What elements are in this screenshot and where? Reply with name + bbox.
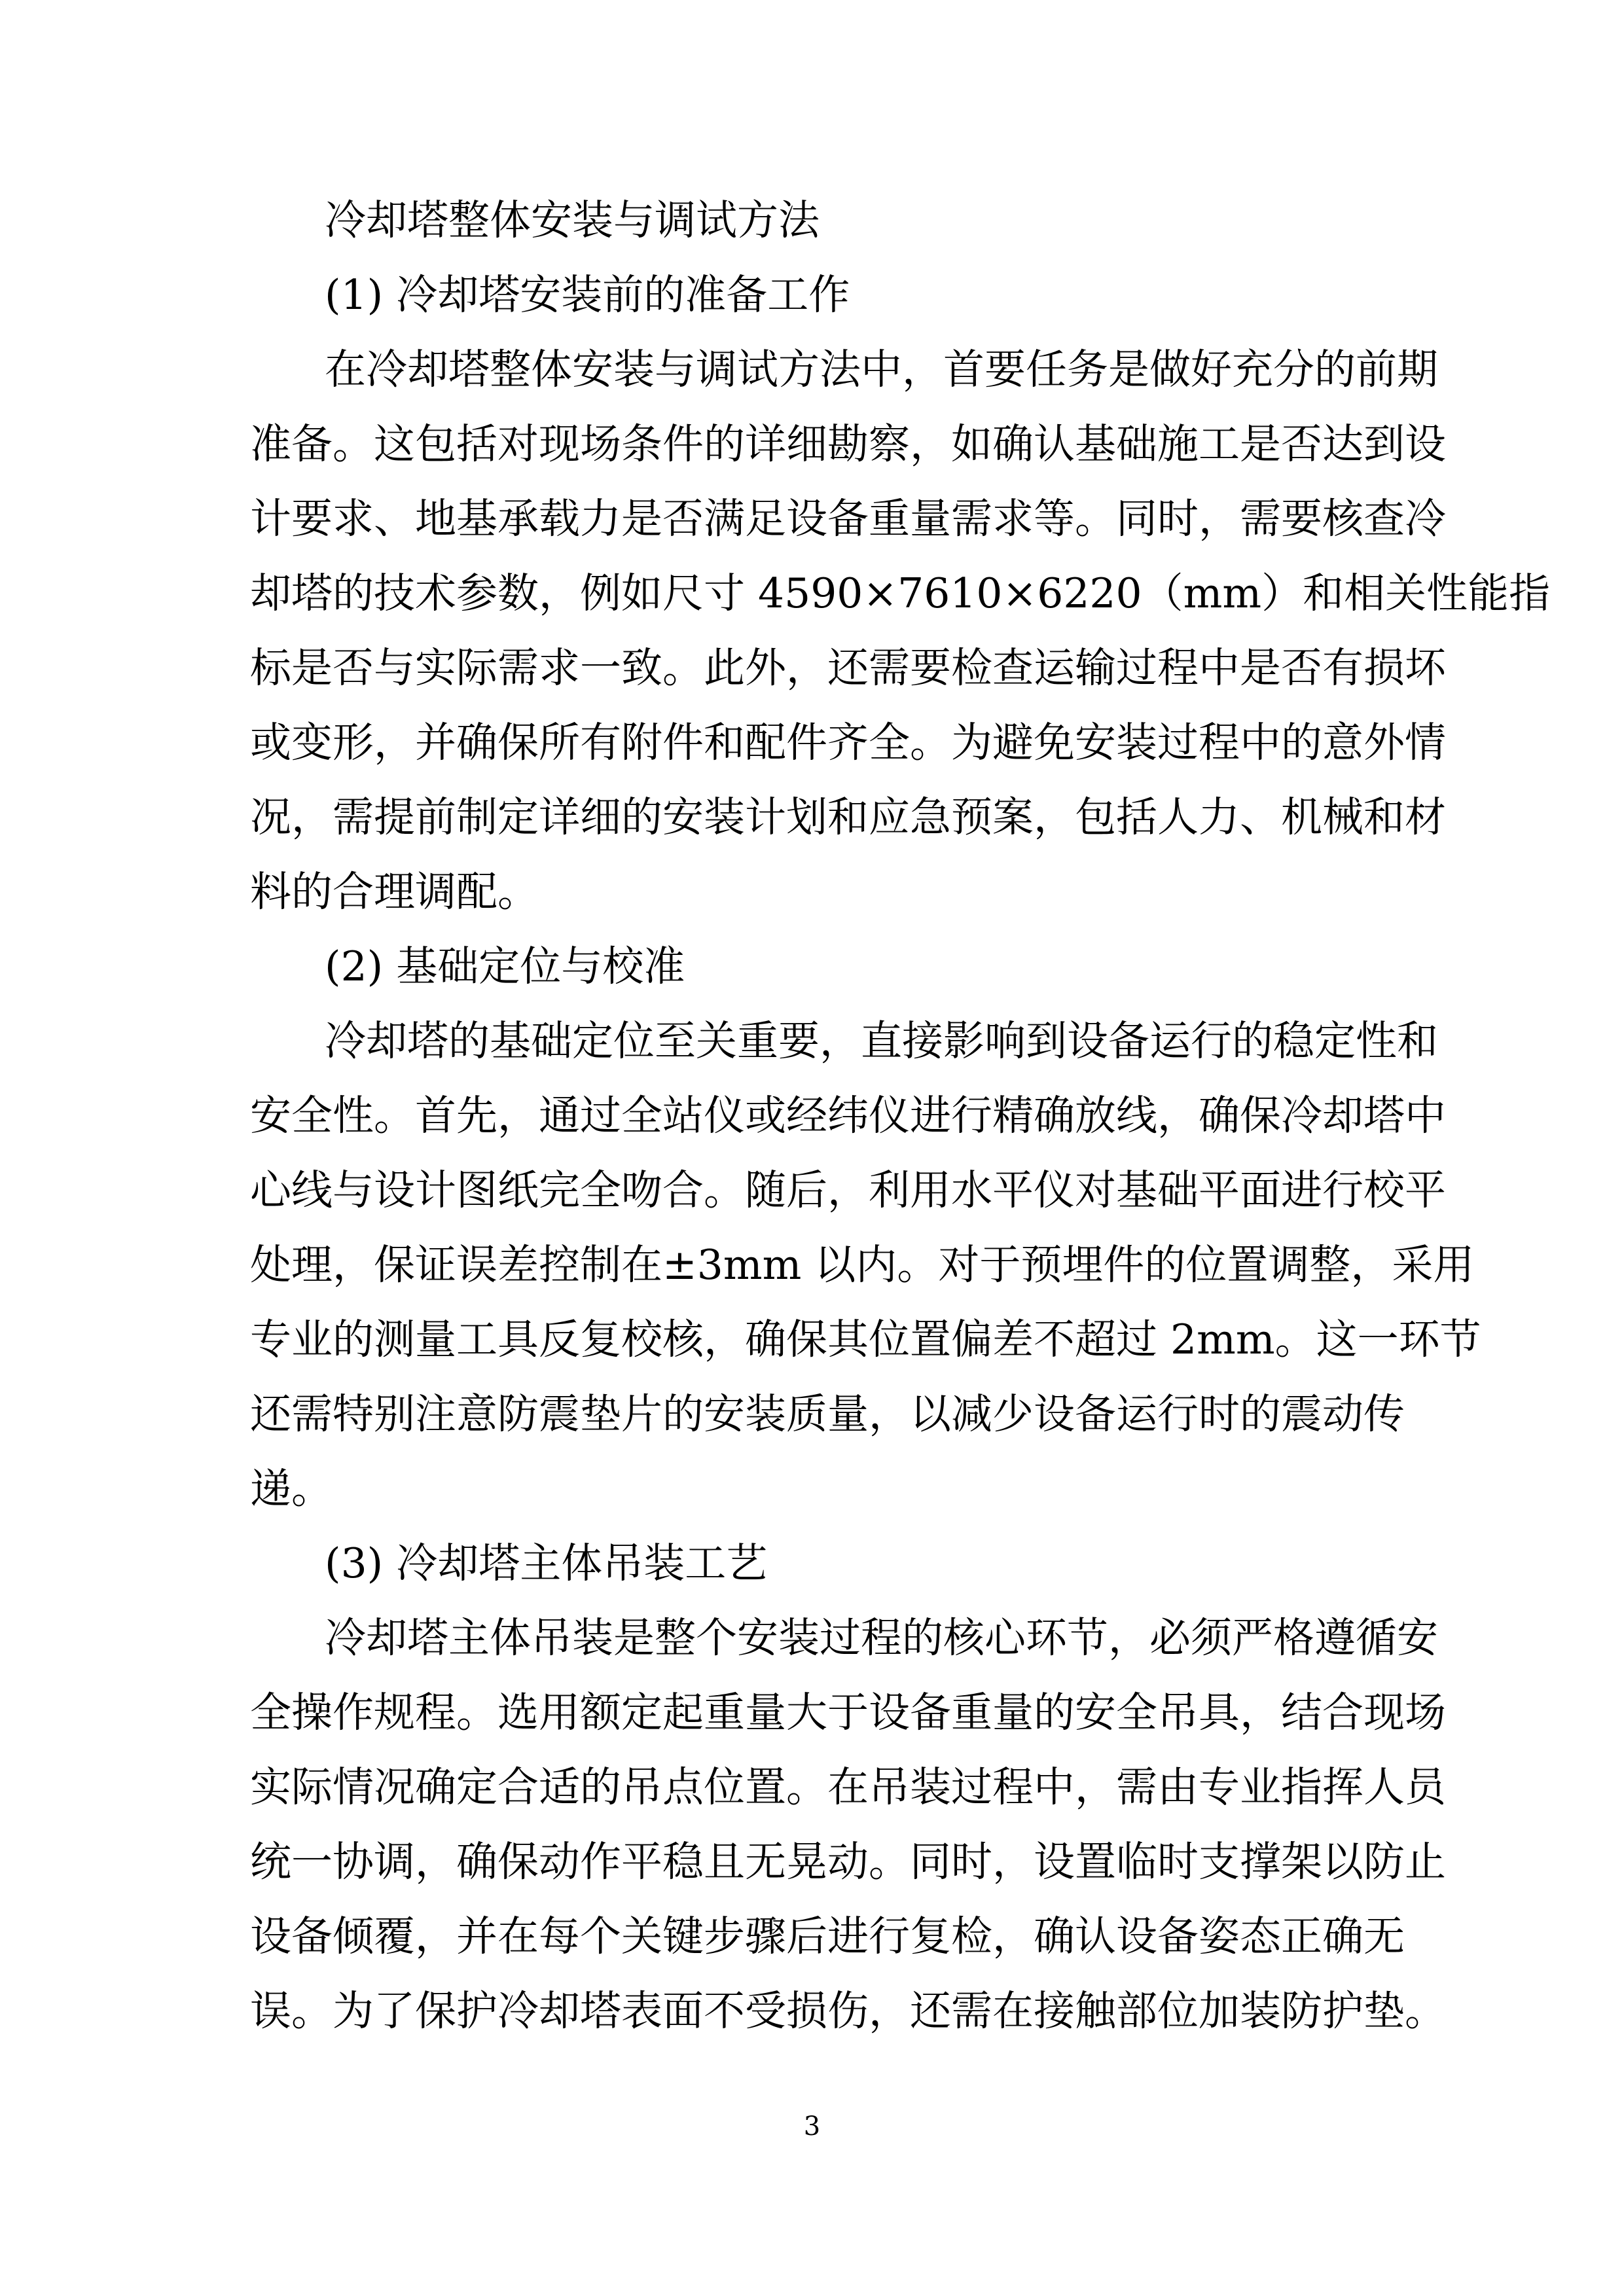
paragraph-line: 全操作规程。选用额定起重量大于设备重量的安全吊具，结合现场 xyxy=(250,1689,1446,1736)
document-title: 冷却塔整体安装与调试方法 xyxy=(325,196,820,244)
document-body xyxy=(250,183,1551,2049)
paragraph-line: 计要求、地基承载力是否满足设备重量需求等。同时，需要核查冷 xyxy=(250,495,1446,543)
paragraph-line: 统一协调，确保动作平稳且无晃动。同时，设置临时支撑架以防止 xyxy=(250,1838,1446,1886)
section-2-paragraph xyxy=(250,1004,1481,1526)
paragraph-line: 安全性。首先，通过全站仪或经纬仪进行精确放线，确保冷却塔中 xyxy=(250,1092,1446,1139)
paragraph-line: 料的合理调配。 xyxy=(250,868,539,916)
paragraph-line: 心线与设计图纸完全吻合。随后，利用水平仪对基础平面进行校平 xyxy=(250,1166,1446,1214)
paragraph-line: 设备倾覆，并在每个关键步骤后进行复检，确认设备姿态正确无 xyxy=(250,1912,1405,1960)
section-heading-3: (3) 冷却塔主体吊装工艺 xyxy=(325,1539,768,1587)
section-1-paragraph xyxy=(250,332,1551,929)
paragraph-line: 标是否与实际需求一致。此外，还需要检查运输过程中是否有损坏 xyxy=(250,644,1446,692)
paragraph-line: 在冷却塔整体安装与调试方法中，首要任务是做好充分的前期 xyxy=(325,346,1438,393)
paragraph-line: 或变形，并确保所有附件和配件齐全。为避免安装过程中的意外情 xyxy=(250,719,1446,766)
section-heading-2: (2) 基础定位与校准 xyxy=(325,942,685,990)
page-number: 3 xyxy=(803,2111,821,2142)
paragraph-line: 冷却塔主体吊装是整个安装过程的核心环节，必须严格遵循安 xyxy=(325,1614,1438,1662)
paragraph-line: 况，需提前制定详细的安装计划和应急预案，包括人力、机械和材 xyxy=(250,793,1446,841)
paragraph-line: 还需特别注意防震垫片的安装质量，以减少设备运行时的震动传 xyxy=(250,1390,1405,1438)
section-heading-1: (1) 冷却塔安装前的准备工作 xyxy=(325,271,850,319)
paragraph-line: 冷却塔的基础定位至关重要，直接影响到设备运行的稳定性和 xyxy=(325,1017,1438,1065)
paragraph-line: 误。为了保护冷却塔表面不受损伤，还需在接触部位加装防护垫。 xyxy=(250,1987,1446,2035)
paragraph-line: 实际情况确定合适的吊点位置。在吊装过程中，需由专业指挥人员 xyxy=(250,1763,1446,1811)
paragraph-line: 却塔的技术参数，例如尺寸 4590×7610×6220（mm）和相关性能指 xyxy=(250,569,1551,617)
paragraph-line: 递。 xyxy=(250,1465,333,1513)
section-3-paragraph xyxy=(250,1601,1446,2049)
paragraph-line: 准备。这包括对现场条件的详细勘察，如确认基础施工是否达到设 xyxy=(250,420,1446,468)
paragraph-line: 专业的测量工具反复校核，确保其位置偏差不超过 2mm。这一环节 xyxy=(250,1316,1481,1363)
paragraph-line: 处理，保证误差控制在±3mm 以内。对于预埋件的位置调整，采用 xyxy=(250,1241,1475,1289)
